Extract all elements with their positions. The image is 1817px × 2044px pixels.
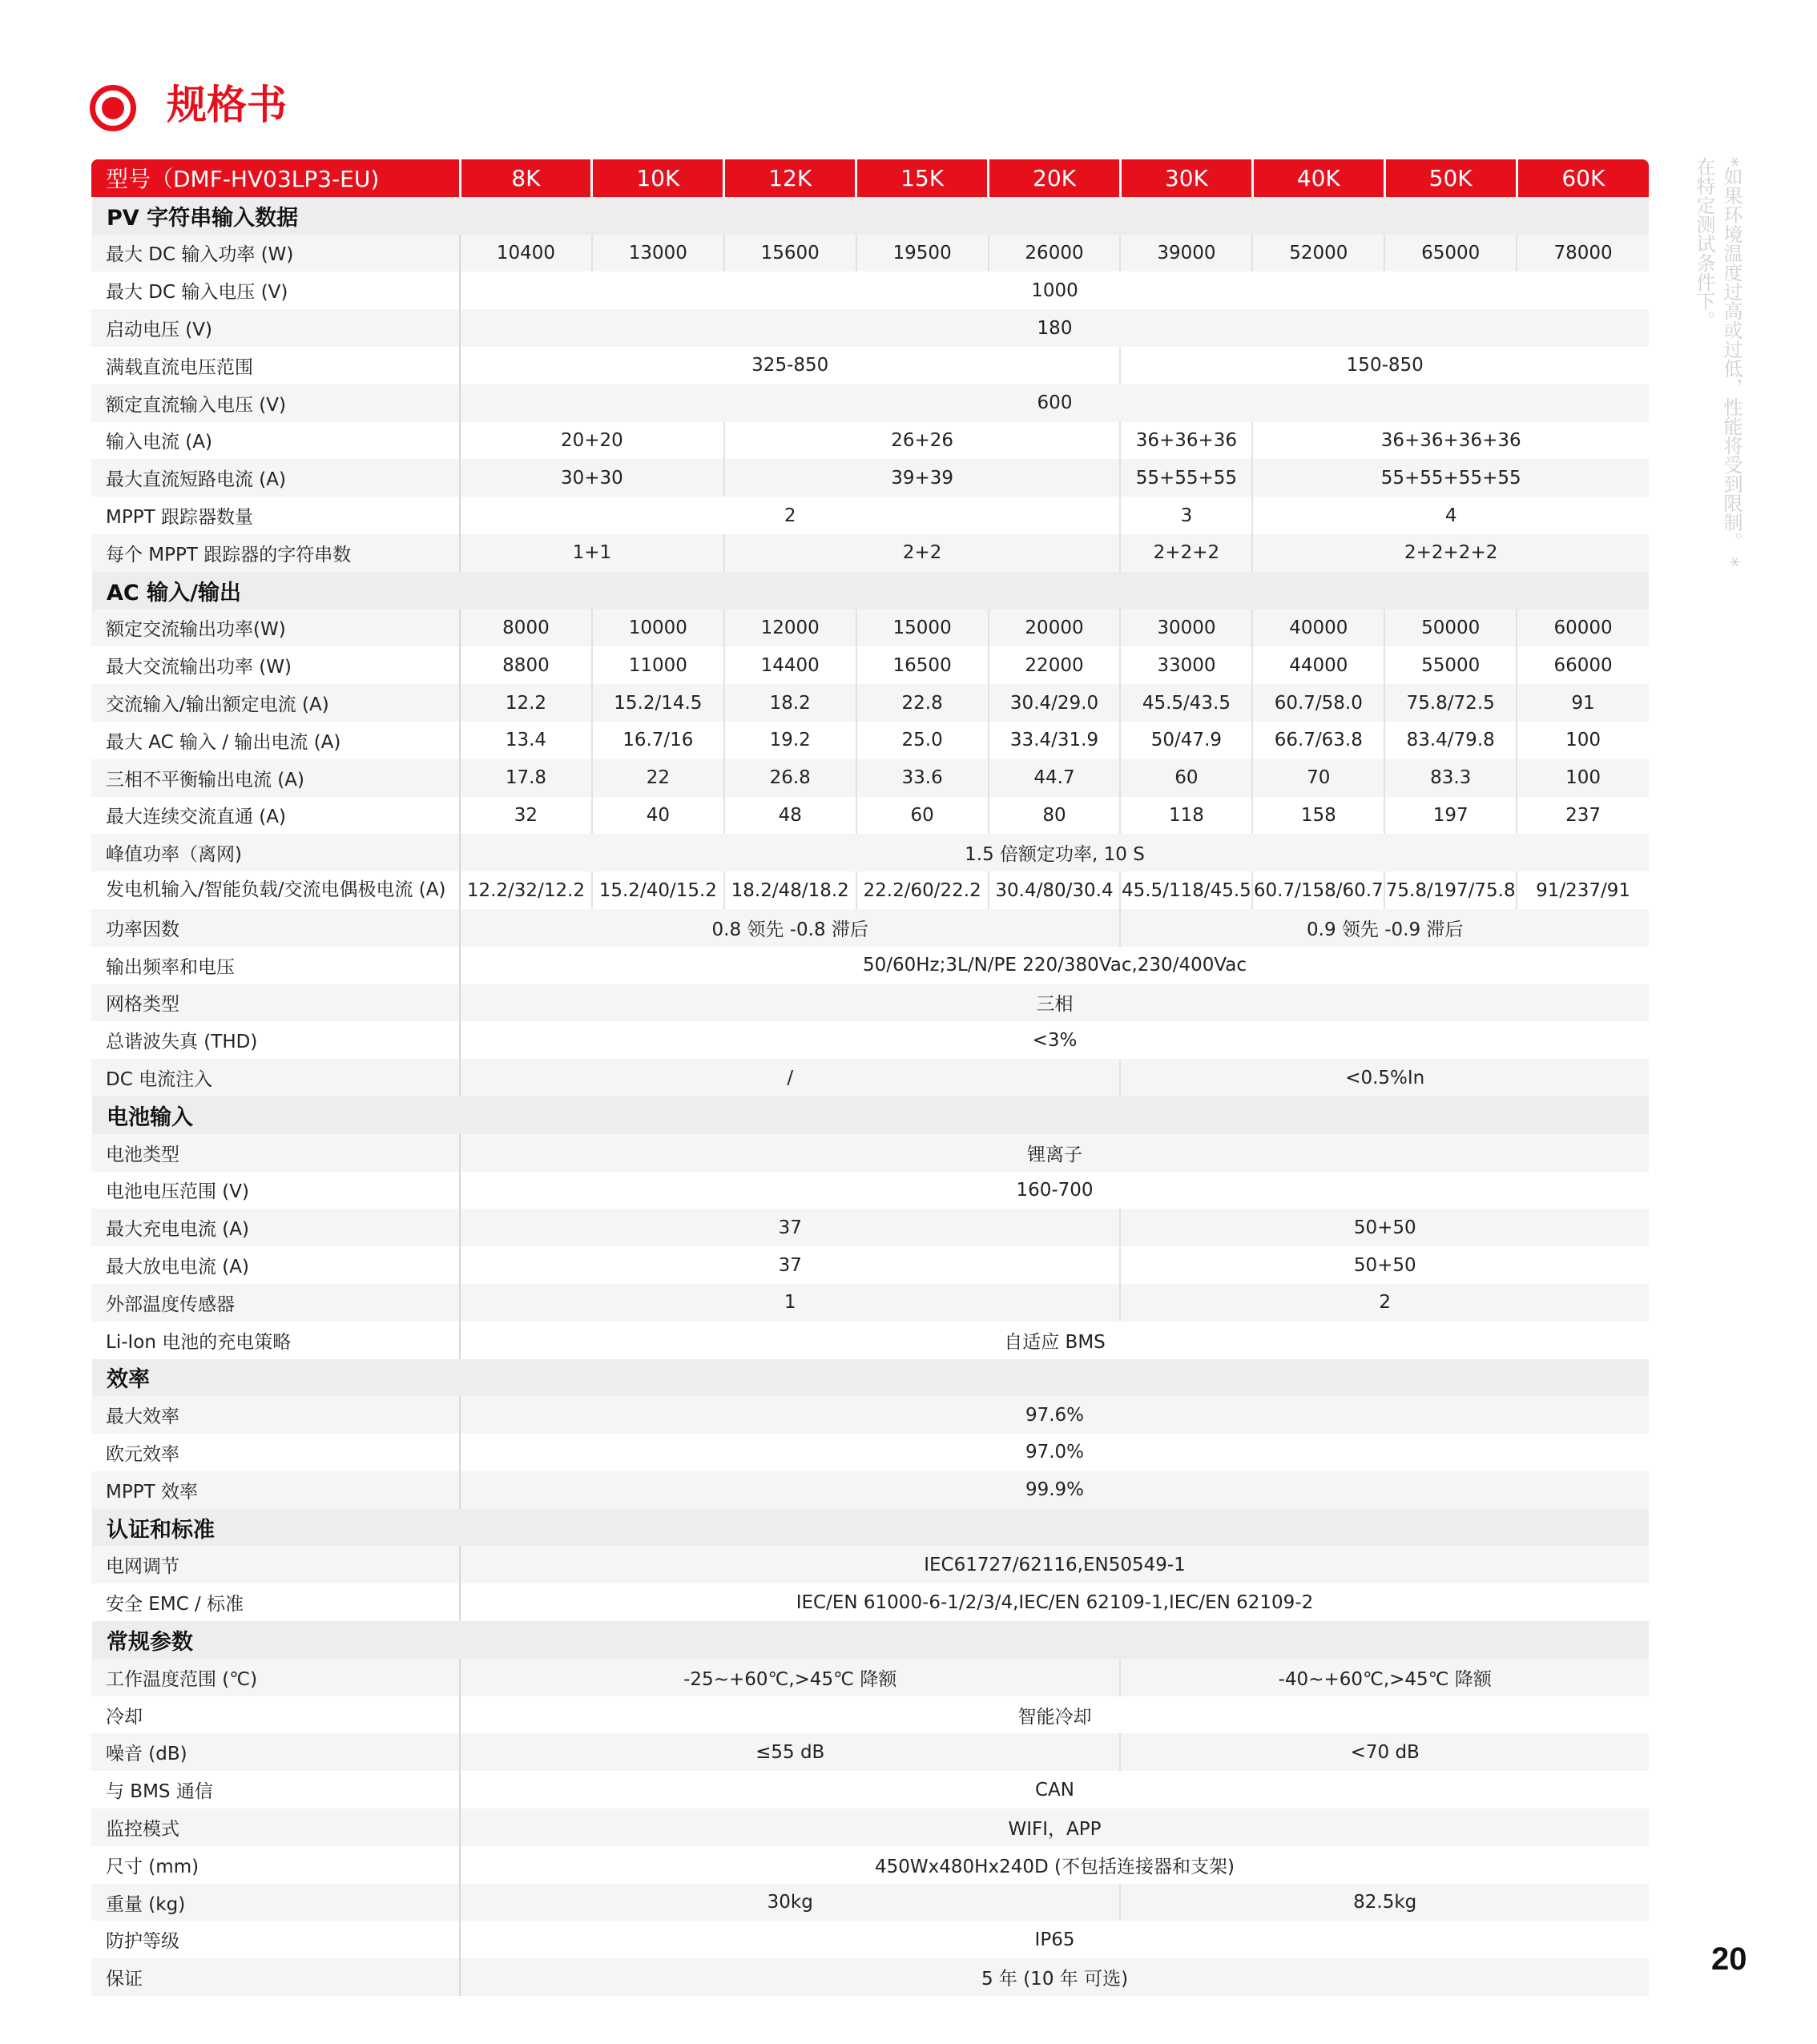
spec-value: 智能冷却 — [460, 1696, 1649, 1734]
spec-value: 15.2/14.5 — [592, 684, 724, 722]
spec-row — [91, 1809, 1649, 1846]
spec-value: 12.2/32/12.2 — [460, 871, 592, 909]
model-header-cell: 60K — [1517, 159, 1649, 197]
section-title: 电池输入 — [91, 1096, 1649, 1134]
section-header-row — [91, 1509, 1649, 1547]
spec-value: 20000 — [989, 610, 1121, 647]
spec-label: 网格类型 — [91, 984, 460, 1022]
spec-value: 99.9% — [460, 1471, 1649, 1509]
spec-value: 83.3 — [1384, 759, 1517, 797]
spec-row — [91, 646, 1649, 684]
spec-value: 1000 — [460, 272, 1649, 309]
spec-value: 70 — [1252, 759, 1384, 797]
spec-row — [91, 909, 1649, 947]
spec-row — [91, 1246, 1649, 1284]
spec-label: 功率因数 — [91, 909, 460, 947]
spec-value: 1+1 — [460, 534, 724, 572]
spec-value: 12000 — [724, 610, 856, 647]
spec-value: 52000 — [1252, 235, 1384, 272]
spec-label: 启动电压 (V) — [91, 309, 460, 347]
spec-label: 最大直流短路电流 (A) — [91, 459, 460, 497]
spec-row — [91, 1696, 1649, 1734]
spec-value: 50000 — [1384, 610, 1517, 647]
spec-value: 8800 — [460, 646, 592, 684]
spec-row — [91, 1172, 1649, 1209]
spec-row — [91, 1921, 1649, 1958]
spec-table — [91, 159, 1649, 1996]
spec-value: 18.2/48/18.2 — [724, 871, 856, 909]
spec-value: 75.8/72.5 — [1384, 684, 1517, 722]
spec-value: 45.5/43.5 — [1120, 684, 1252, 722]
spec-value: 36+36+36 — [1120, 422, 1252, 460]
spec-value: 33.6 — [856, 759, 989, 797]
section-title: 认证和标准 — [91, 1509, 1649, 1547]
spec-value: <70 dB — [1120, 1733, 1649, 1771]
spec-row — [91, 1284, 1649, 1322]
spec-value: 197 — [1384, 797, 1517, 835]
spec-value: 100 — [1517, 759, 1649, 797]
spec-value: / — [460, 1059, 1120, 1096]
spec-value: 11000 — [592, 646, 724, 684]
spec-label: 电池电压范围 (V) — [91, 1172, 460, 1209]
spec-value: 0.8 领先 -0.8 滞后 — [460, 909, 1120, 947]
spec-value: 13000 — [592, 235, 724, 272]
spec-label: 重量 (kg) — [91, 1884, 460, 1921]
spec-value: 10000 — [592, 610, 724, 647]
spec-value: 80 — [989, 797, 1121, 835]
spec-row — [91, 797, 1649, 835]
spec-value: 19.2 — [724, 722, 856, 759]
section-header-row — [91, 1096, 1649, 1134]
spec-value: 2 — [460, 497, 1120, 534]
spec-row — [91, 384, 1649, 422]
spec-value: 66000 — [1517, 646, 1649, 684]
spec-value: 78000 — [1517, 235, 1649, 272]
spec-label: MPPT 效率 — [91, 1471, 460, 1509]
spec-label: 最大效率 — [91, 1396, 460, 1434]
spec-value: 8000 — [460, 610, 592, 647]
spec-row — [91, 1846, 1649, 1884]
spec-value: 10400 — [460, 235, 592, 272]
spec-label: 欧元效率 — [91, 1434, 460, 1471]
spec-value: 158 — [1252, 797, 1384, 835]
spec-value: 30+30 — [460, 459, 724, 497]
spec-value: 600 — [460, 384, 1649, 422]
spec-value: IEC61727/62116,EN50549-1 — [460, 1546, 1649, 1583]
spec-value: 60.7/158/60.7 — [1252, 871, 1384, 909]
spec-row — [91, 1659, 1649, 1696]
spec-value: 17.8 — [460, 759, 592, 797]
spec-value: 5 年 (10 年 可选) — [460, 1958, 1649, 1996]
spec-row — [91, 459, 1649, 497]
spec-value: 26000 — [989, 235, 1121, 272]
spec-value: 40 — [592, 797, 724, 835]
section-title: PV 字符串输入数据 — [91, 197, 1649, 235]
section-title: 效率 — [91, 1359, 1649, 1397]
spec-label: 最大 AC 输入 / 输出电流 (A) — [91, 722, 460, 759]
spec-value: 60 — [1120, 759, 1252, 797]
spec-label: DC 电流注入 — [91, 1059, 460, 1096]
spec-value: 0.9 领先 -0.9 滞后 — [1120, 909, 1649, 947]
spec-value: 14400 — [724, 646, 856, 684]
spec-value: 2+2 — [724, 534, 1121, 572]
spec-label: 最大连续交流直通 (A) — [91, 797, 460, 835]
spec-label: 工作温度范围 (℃) — [91, 1659, 460, 1696]
spec-value: 25.0 — [856, 722, 989, 759]
spec-value: 2+2+2 — [1120, 534, 1252, 572]
spec-value: 91 — [1517, 684, 1649, 722]
spec-value: 15600 — [724, 235, 856, 272]
spec-row — [91, 1771, 1649, 1809]
spec-label: 电池类型 — [91, 1134, 460, 1172]
spec-value: 50/60Hz;3L/N/PE 220/380Vac,230/400Vac — [460, 947, 1649, 984]
spec-value: 50+50 — [1120, 1209, 1649, 1246]
spec-label: 输入电流 (A) — [91, 422, 460, 460]
spec-value: 39+39 — [724, 459, 1121, 497]
spec-value: 22 — [592, 759, 724, 797]
spec-value: 22.2/60/22.2 — [856, 871, 989, 909]
spec-value: 180 — [460, 309, 1649, 347]
section-header-row — [91, 197, 1649, 235]
spec-value: 三相 — [460, 984, 1649, 1022]
spec-label: 额定交流输出功率(W) — [91, 610, 460, 647]
spec-value: 2+2+2+2 — [1252, 534, 1649, 572]
spec-label: 保证 — [91, 1958, 460, 1996]
side-note: *如果环境温度过高或过低，性能将受到限制。 *在特定测试条件下。 — [1693, 157, 1742, 567]
spec-value: 32 — [460, 797, 592, 835]
spec-row — [91, 610, 1649, 647]
spec-row — [91, 1021, 1649, 1059]
spec-value: 325-850 — [460, 347, 1120, 384]
spec-value: 44000 — [1252, 646, 1384, 684]
spec-label: 三相不平衡输出电流 (A) — [91, 759, 460, 797]
spec-value: 160-700 — [460, 1172, 1649, 1209]
model-header-cell: 50K — [1384, 159, 1517, 197]
spec-row — [91, 422, 1649, 460]
spec-row — [91, 1958, 1649, 1996]
spec-label: 最大交流输出功率 (W) — [91, 646, 460, 684]
spec-row — [91, 497, 1649, 534]
spec-value: 36+36+36+36 — [1252, 422, 1649, 460]
spec-row — [91, 684, 1649, 722]
spec-row — [91, 534, 1649, 572]
spec-value: 65000 — [1384, 235, 1517, 272]
spec-label: 满载直流电压范围 — [91, 347, 460, 384]
spec-value: 37 — [460, 1246, 1120, 1284]
spec-label: 峰值功率（离网) — [91, 834, 460, 871]
section-title: 常规参数 — [91, 1621, 1649, 1659]
spec-value: 97.0% — [460, 1434, 1649, 1471]
spec-value: 50+50 — [1120, 1246, 1649, 1284]
spec-value: <3% — [460, 1021, 1649, 1059]
spec-value: IEC/EN 61000-6-1/2/3/4,IEC/EN 62109-1,IEC/EN 62109-2 — [460, 1583, 1649, 1621]
spec-label: 与 BMS 通信 — [91, 1771, 460, 1809]
spec-label: 总谐波失真 (THD) — [91, 1021, 460, 1059]
model-header-cell: 12K — [724, 159, 856, 197]
spec-row — [91, 1059, 1649, 1096]
model-header-cell: 8K — [460, 159, 592, 197]
spec-value: 15.2/40/15.2 — [592, 871, 724, 909]
spec-value: 37 — [460, 1209, 1120, 1246]
spec-label: 最大 DC 输入功率 (W) — [91, 235, 460, 272]
model-header-cell: 40K — [1252, 159, 1384, 197]
spec-value: 30.4/80/30.4 — [989, 871, 1121, 909]
spec-value: 30.4/29.0 — [989, 684, 1121, 722]
spec-row — [91, 1884, 1649, 1921]
spec-value: -40~+60℃,>45℃ 降额 — [1120, 1659, 1649, 1696]
spec-value: 22000 — [989, 646, 1121, 684]
spec-value: 20+20 — [460, 422, 724, 460]
model-header-cell: 20K — [989, 159, 1121, 197]
spec-value: 40000 — [1252, 610, 1384, 647]
spec-label: 监控模式 — [91, 1809, 460, 1846]
page-title: 规格书 — [167, 82, 287, 128]
spec-label: 防护等级 — [91, 1921, 460, 1958]
spec-label: 外部温度传感器 — [91, 1284, 460, 1322]
spec-row — [91, 1733, 1649, 1771]
spec-value: 82.5kg — [1120, 1884, 1649, 1921]
spec-value: 237 — [1517, 797, 1649, 835]
section-header-row — [91, 572, 1649, 610]
spec-row — [91, 347, 1649, 384]
spec-value: 26.8 — [724, 759, 856, 797]
spec-label: 安全 EMC / 标准 — [91, 1583, 460, 1621]
spec-value: 自适应 BMS — [460, 1322, 1649, 1359]
spec-value: 39000 — [1120, 235, 1252, 272]
spec-value: 66.7/63.8 — [1252, 722, 1384, 759]
spec-value: 18.2 — [724, 684, 856, 722]
spec-row — [91, 834, 1649, 871]
spec-value: 30kg — [460, 1884, 1120, 1921]
spec-row — [91, 1546, 1649, 1583]
spec-row — [91, 1471, 1649, 1509]
model-header-cell: 15K — [856, 159, 989, 197]
spec-label: 最大充电电流 (A) — [91, 1209, 460, 1246]
spec-value: 50/47.9 — [1120, 722, 1252, 759]
spec-value: 48 — [724, 797, 856, 835]
spec-row — [91, 722, 1649, 759]
spec-row — [91, 1209, 1649, 1246]
spec-value: 33000 — [1120, 646, 1252, 684]
spec-label: 最大放电电流 (A) — [91, 1246, 460, 1284]
model-header-cell: 10K — [592, 159, 724, 197]
spec-label: 最大 DC 输入电压 (V) — [91, 272, 460, 309]
spec-row — [91, 984, 1649, 1022]
spec-value: 450Wx480Hx240D (不包括连接器和支架) — [460, 1846, 1649, 1884]
table-header-row — [91, 159, 1649, 197]
section-title: AC 输入/输出 — [91, 572, 1649, 610]
spec-row — [91, 1583, 1649, 1621]
spec-value: 锂离子 — [460, 1134, 1649, 1172]
spec-value: 55+55+55+55 — [1252, 459, 1649, 497]
spec-value: 97.6% — [460, 1396, 1649, 1434]
spec-label: 尺寸 (mm) — [91, 1846, 460, 1884]
spec-label: 电网调节 — [91, 1546, 460, 1583]
spec-value: 118 — [1120, 797, 1252, 835]
spec-label: 交流输入/输出额定电流 (A) — [91, 684, 460, 722]
section-header-row — [91, 1359, 1649, 1397]
spec-value: 16.7/16 — [592, 722, 724, 759]
spec-value: 16500 — [856, 646, 989, 684]
spec-value: 75.8/197/75.8 — [1384, 871, 1517, 909]
spec-value: 45.5/118/45.5 — [1120, 871, 1252, 909]
spec-value: 30000 — [1120, 610, 1252, 647]
spec-value: 3 — [1120, 497, 1252, 534]
spec-label: 每个 MPPT 跟踪器的字符串数 — [91, 534, 460, 572]
spec-value: 12.2 — [460, 684, 592, 722]
spec-label: 输出频率和电压 — [91, 947, 460, 984]
spec-label: 发电机输入/智能负载/交流电偶极电流 (A) — [91, 871, 460, 909]
spec-row — [91, 309, 1649, 347]
spec-value: WIFI，APP — [460, 1809, 1649, 1846]
spec-value: <0.5%In — [1120, 1059, 1649, 1096]
spec-label: Li-Ion 电池的充电策略 — [91, 1322, 460, 1359]
spec-value: ≤55 dB — [460, 1733, 1120, 1771]
spec-value: 26+26 — [724, 422, 1121, 460]
spec-value: 13.4 — [460, 722, 592, 759]
spec-value: 15000 — [856, 610, 989, 647]
spec-row — [91, 1434, 1649, 1471]
spec-row — [91, 272, 1649, 309]
spec-value: 22.8 — [856, 684, 989, 722]
model-header-label: 型号（DMF-HV03LP3-EU) — [91, 159, 460, 197]
spec-table-body — [91, 197, 1649, 1996]
spec-value: IP65 — [460, 1921, 1649, 1958]
spec-row — [91, 759, 1649, 797]
spec-row — [91, 1322, 1649, 1359]
spec-row — [91, 871, 1649, 909]
spec-label: MPPT 跟踪器数量 — [91, 497, 460, 534]
spec-value: -25~+60℃,>45℃ 降额 — [460, 1659, 1120, 1696]
spec-value: 83.4/79.8 — [1384, 722, 1517, 759]
spec-value: 55000 — [1384, 646, 1517, 684]
spec-value: 100 — [1517, 722, 1649, 759]
spec-value: 60000 — [1517, 610, 1649, 647]
spec-value: 33.4/31.9 — [989, 722, 1121, 759]
model-header-cell: 30K — [1120, 159, 1252, 197]
spec-value: 1 — [460, 1284, 1120, 1322]
spec-value: 91/237/91 — [1517, 871, 1649, 909]
spec-row — [91, 235, 1649, 272]
section-header-row — [91, 1621, 1649, 1659]
spec-label: 额定直流输入电压 (V) — [91, 384, 460, 422]
page-number: 20 — [1711, 1941, 1747, 1977]
spec-value: 60 — [856, 797, 989, 835]
spec-value: 55+55+55 — [1120, 459, 1252, 497]
spec-label: 噪音 (dB) — [91, 1733, 460, 1771]
spec-label: 冷却 — [91, 1696, 460, 1734]
spec-value: 60.7/58.0 — [1252, 684, 1384, 722]
spec-value: 4 — [1252, 497, 1649, 534]
spec-value: 2 — [1120, 1284, 1649, 1322]
spec-value: 1.5 倍额定功率, 10 S — [460, 834, 1649, 871]
spec-row — [91, 1134, 1649, 1172]
spec-row — [91, 1396, 1649, 1434]
spec-value: CAN — [460, 1771, 1649, 1809]
title-bullet-icon — [90, 85, 136, 131]
spec-value: 150-850 — [1120, 347, 1649, 384]
spec-value: 44.7 — [989, 759, 1121, 797]
spec-value: 19500 — [856, 235, 989, 272]
spec-row — [91, 947, 1649, 984]
